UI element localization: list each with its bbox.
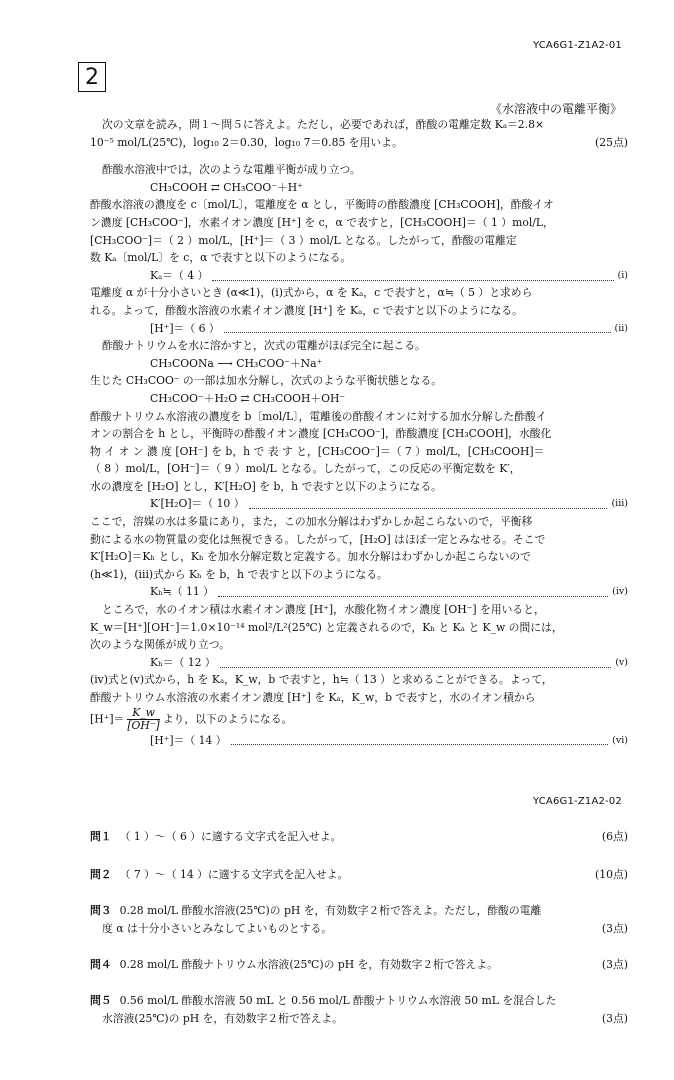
passage-line: 物 イ オ ン 濃 度 [OH⁻] を b，h で 表 す と，[CH₃COO⁻]＝（ 7 ）mol/L，[CH₃COOH]＝ (90, 444, 545, 458)
passage-line: 次のような関係が成り立つ。 (90, 638, 230, 652)
passage-line: (iv)式と(v)式から，h を Kₐ，K_w，b で表すと，h≒（ 13 ）と求めることができる。よって， (90, 673, 553, 687)
question-line (90, 902, 628, 920)
question-line (90, 992, 628, 1010)
passage-line: 酢酸水溶液中では，次のような電離平衡が成り立つ。 (102, 163, 361, 177)
passage-line: 酢酸水溶液の濃度を c〔mol/L〕，電離度を α とし，平衡時の酢酸濃度 [CH₃COOH]，酢酸イオ (90, 198, 554, 212)
passage-line: 生じた CH₃COO⁻ の一部は加水分解し，次式のような平衡状態となる。 (90, 374, 443, 388)
question-points: (6点) (601, 830, 628, 843)
question-5 (90, 992, 628, 1027)
question-text: 0.28 mol/L 酢酸水溶液(25℃)の pH を，有効数字２桁で答えよ。ただし，酢酸の電離 (119, 904, 542, 917)
question-line (90, 866, 628, 884)
reaction-equation: CH₃COONa ⟶ CH₃COO⁻＋Na⁺ (150, 356, 323, 370)
equation-line: Kₕ＝（ 12 ） (v) (150, 655, 628, 669)
passage-line: ン濃度 [CH₃COO⁻]，水素イオン濃度 [H⁺] を c，α で表すと，[CH₃COOH]＝（ 1 ）mol/L， (90, 215, 554, 229)
question-text: （ 1 ）～（ 6 ）に適する文字式を記入せよ。 (119, 830, 342, 843)
passage-line: [CH₃COO⁻]＝（ 2 ）mol/L，[H⁺]＝（ 3 ）mol/L となる。したがって，酢酸の電離定 (90, 233, 517, 247)
question-text: 0.56 mol/L 酢酸水溶液 50 mL と 0.56 mol/L 酢酸ナトリウム水溶液 50 mL を混合した (119, 994, 557, 1007)
passage-line: ここで，溶媒の水は多量にあり，また，この加水分解はわずかしか起こらないので，平衡移 (90, 515, 533, 529)
question-line (90, 828, 628, 846)
passage-line: 水の濃度を [H₂O] とし，K′[H₂O] を b，h で表すと以下のようになる。 (90, 479, 442, 493)
fraction-kw-over-oh: $\frac{K\_w}{[OH^-]}$ (127, 705, 160, 732)
passage-line: れる。よって，酢酸水溶液の水素イオン濃度 [H⁺] を Kₐ，c で表すと以下のようになる。 (90, 303, 523, 317)
question-points: (3点) (601, 958, 628, 971)
question-1 (90, 828, 628, 846)
passage-line: オンの割合を h とし，平衡時の酢酸イオン濃度 [CH₃COO⁻]，酢酸濃度 [CH₃COOH]，水酸化 (90, 427, 552, 441)
passage-line: K_w＝[H⁺][OH⁻]＝1.0×10⁻¹⁴ mol²/L²(25℃) と定義されるので，Kₕ と Kₐ と K_w の間には， (90, 620, 563, 634)
passage-line: 電離度 α が十分小さいとき (α≪1)，(i)式から，α を Kₐ，c で表すと，α≒（ 5 ）と求めら (90, 286, 533, 300)
question-points: (3点) (601, 921, 628, 935)
reaction-equation: CH₃COOH ⇄ CH₃COO⁻＋H⁺ (150, 180, 303, 194)
question-4 (90, 956, 628, 974)
intro-line-1: 次の文章を読み，問１～問５に答えよ。ただし，必要であれば，酢酸の電離定数 Kₐ＝2.8× (102, 118, 545, 131)
passage-line: （ 8 ）mol/L，[OH⁻]＝（ 9 ）mol/L となる。したがって，この反応の平衡定数を K′， (90, 462, 521, 476)
question-text: （ 7 ）～（ 14 ）に適する文字式を記入せよ。 (119, 868, 349, 881)
page-code-top: YCA6G1-Z1A2-01 (532, 40, 622, 51)
question-2 (90, 866, 628, 884)
equation-line: [H⁺]＝（ 6 ） (ii) (150, 321, 628, 335)
passage-line: K′[H₂O]＝Kₕ とし，Kₕ を加水分解定数と定義する。加水分解はわずかしか起こらないので (90, 550, 531, 564)
question-number-box: 2 (78, 62, 106, 92)
passage-line: 酢酸ナトリウム水溶液の濃度を b〔mol/L〕，電離後の酢酸イオンに対する加水分解した酢酸イ (90, 409, 547, 423)
fraction-line: [H⁺]＝ $\frac{K\_w}{[OH^-]}$ より，以下のようになる。 (90, 705, 293, 732)
equation-line: K′[H₂O]＝（ 10 ） (iii) (150, 497, 628, 511)
problem-body (90, 116, 628, 749)
equation-line: Kₕ≒（ 11 ） (iv) (150, 585, 628, 599)
question-points: (10点) (595, 868, 628, 881)
question-label: 問１ (90, 830, 112, 843)
passage-line: 数 Kₐ〔mol/L〕を c，α で表すと以下のようになる。 (90, 251, 352, 265)
passage-line: ところで，水のイオン積は水素イオン濃度 [H⁺]，水酸化物イオン濃度 [OH⁻] を用いると， (102, 603, 545, 617)
passage-line: 動による水の物質量の変化は無視できる。したがって，[H₂O] はほぼ一定とみなせる。そこで (90, 532, 546, 546)
page-code-bottom: YCA6G1-Z1A2-02 (532, 796, 622, 807)
question-3 (90, 902, 628, 937)
question-label: 問２ (90, 868, 112, 881)
passage-line: 酢酸ナトリウム水溶液の水素イオン濃度 [H⁺] を Kₐ，K_w，b で表すと，水のイオン積から (90, 691, 536, 704)
question-label: 問３ (90, 904, 112, 917)
question-label: 問５ (90, 994, 112, 1007)
question-label: 問４ (90, 958, 112, 971)
passage-line: (h≪1)，(iii)式から Kₕ を b，h で表すと以下のようになる。 (90, 567, 388, 581)
passage (90, 161, 628, 706)
reaction-equation: CH₃COO⁻＋H₂O ⇄ CH₃COOH＋OH⁻ (150, 391, 346, 405)
equation-vi: [H⁺]＝（ 14 ） (vi) (150, 733, 628, 747)
question-line-2: 度 α は十分小さいとみなしてよいものとする。 (3点) (90, 920, 628, 938)
question-points: (3点) (601, 1011, 628, 1025)
question-text: 0.28 mol/L 酢酸ナトリウム水溶液(25℃)の pH を，有効数字２桁で答えよ。 (119, 958, 498, 971)
equation-line: Kₐ＝（ 4 ） (i) (150, 268, 628, 282)
topic-title: 《水溶液中の電離平衡》 (489, 102, 622, 116)
question-line (90, 956, 628, 974)
question-line-2: 水溶液(25℃)の pH を，有効数字２桁で答えよ。 (3点) (90, 1010, 628, 1028)
passage-line: 酢酸ナトリウムを水に溶かすと，次式の電離がほぼ完全に起こる。 (102, 339, 426, 353)
intro-line-2: 10⁻⁵ mol/L(25℃)，log₁₀ 2＝0.30，log₁₀ 7＝0.85 を用いよ。 (25点) (90, 134, 628, 152)
total-points: (25点) (595, 135, 628, 149)
